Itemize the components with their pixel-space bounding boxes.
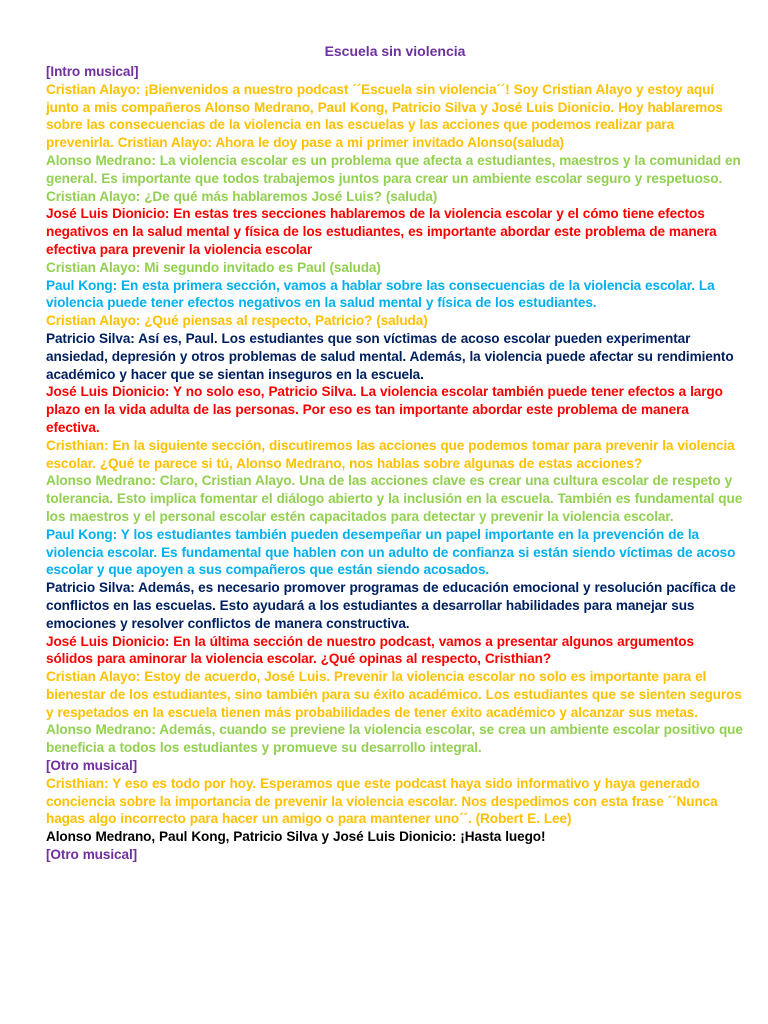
- paragraph-cristian-welcome: Cristian Alayo: ¡Bienvenidos a nuestro podcast ´´Escuela sin violencia´´! Soy Cristian Alayo y estoy aquí junto a mis compañeros Alonso Medrano, Paul Kong, Patricio Silva y José Luis Dionicio. Hoy hablaremos sobre las consecuencias de la violencia en las escuelas y las acciones que podemos realizar para prevenirla. Cristian Alayo: Ahora le doy pase a mi primer invitado Alonso(saluda): [46, 81, 723, 151]
- paragraph-jose-2: José Luis Dionicio: Y no solo eso, Patricio Silva. La violencia escolar también puede tener efectos a largo plazo en la vida adulta de las personas. Por eso es tan importante abordar este problema de manera efectiva.: [46, 384, 723, 435]
- paragraph-paul-1: Paul Kong: En esta primera sección, vamos a hablar sobre las consecuencias de la violencia escolar. La violencia puede tener efectos negativos en la salud mental y física de los estudiantes.: [46, 277, 715, 311]
- paragraph-otro-musical-2: [Otro musical]: [46, 847, 138, 863]
- paragraph-cristian-agree: Cristian Alayo: Estoy de acuerdo, José Luis. Prevenir la violencia escolar no solo es importante para el bienestar de los estudiantes, sino también para su éxito académico. Los estudiantes que se sienten seguros y respetados en la escuela tienen más probabilidades de tener éxito académico y alcanzar sus metas.: [46, 669, 742, 720]
- paragraph-patricio-2: Patricio Silva: Además, es necesario promover programas de educación emocional y resolución pacífica de conflictos en las escuelas. Esto ayudará a los estudiantes a desarrollar habilidades para manejar sus emociones y resolver conflictos de manera constructiva.: [46, 580, 736, 631]
- paragraph-intro-musical: [Intro musical]: [46, 64, 139, 79]
- paragraph-alonso-2: Alonso Medrano: Claro, Cristian Alayo. Una de las acciones clave es crear una cultura escolar de respeto y tolerancia. Esto implica fomentar el diálogo abierto y la inclusión en la escuela. También es fundamental que los maestros y el personal escolar estén capacitados para detectar y prevenir la violencia escolar.: [46, 473, 743, 524]
- paragraph-all-goodbye: Alonso Medrano, Paul Kong, Patricio Silva y José Luis Dionicio: ¡Hasta luego!: [46, 829, 546, 845]
- paragraph-cristian-question-patricio: Cristian Alayo: ¿Qué piensas al respecto, Patricio? (saluda): [46, 313, 428, 329]
- document-title: Escuela sin violencia: [324, 43, 466, 59]
- paragraph-patricio-1: Patricio Silva: Así es, Paul. Los estudiantes que son víctimas de acoso escolar pueden experimentar ansiedad, depresión y otros problemas de salud mental. Además, la violencia puede afectar su rendimiento académico y hacer que se sientan inseguros en la escuela.: [46, 330, 734, 382]
- paragraph-cristian-invite-paul: Cristian Alayo: Mi segundo invitado es Paul (saluda): [46, 259, 381, 275]
- paragraph-alonso-1: Alonso Medrano: La violencia escolar es un problema que afecta a estudiantes, maestros y la comunidad en general. Es importante que todos trabajemos juntos para crear un ambiente escolar seguro y respetuoso.: [46, 152, 741, 186]
- paragraph-jose-1: José Luis Dionicio: En estas tres secciones hablaremos de la violencia escolar y el cómo tiene efectos negativos en la salud mental y física de los estudiantes, es importante abordar este problema de manera efectiva para prevenir la violencia escolar: [46, 206, 717, 257]
- paragraph-jose-3: José Luis Dionicio: En la última sección de nuestro podcast, vamos a presentar algunos argumentos sólidos para aminorar la violencia escolar. ¿Qué opinas al respecto, Cristhian?: [46, 633, 694, 667]
- paragraph-cristhian-closing: Cristhian: Y eso es todo por hoy. Esperamos que este podcast haya sido informativo y haya generado conciencia sobre la importancia de prevenir la violencia escolar. Nos despedimos con esta frase ´´Nunca hagas algo incorrecto para hacer un amigo o para mantener uno´´. (Robert E. Lee): [46, 775, 718, 827]
- paragraph-cristhian-section-2: Cristhian: En la siguiente sección, discutiremos las acciones que podemos tomar para prevenir la violencia escolar. ¿Qué te parece si tú, Alonso Medrano, nos hablas sobre algunas de estas acciones?: [46, 437, 735, 471]
- paragraph-otro-musical-1: [Otro musical]: [46, 758, 138, 774]
- paragraph-cristian-question-jose: Cristian Alayo: ¿De qué más hablaremos José Luis? (saluda): [46, 188, 438, 204]
- paragraph-paul-2: Paul Kong: Y los estudiantes también pueden desempeñar un papel importante en la prevención de la violencia escolar. Es fundamental que hablen con un adulto de confianza si están siendo víctimas de acoso escolar y que apoyen a sus compañeros que están siendo acosados.: [46, 526, 736, 578]
- paragraph-alonso-3: Alonso Medrano: Además, cuando se previene la violencia escolar, se crea un ambiente escolar positivo que beneficia a todos los estudiantes y promueve su desarrollo integral.: [46, 722, 743, 756]
